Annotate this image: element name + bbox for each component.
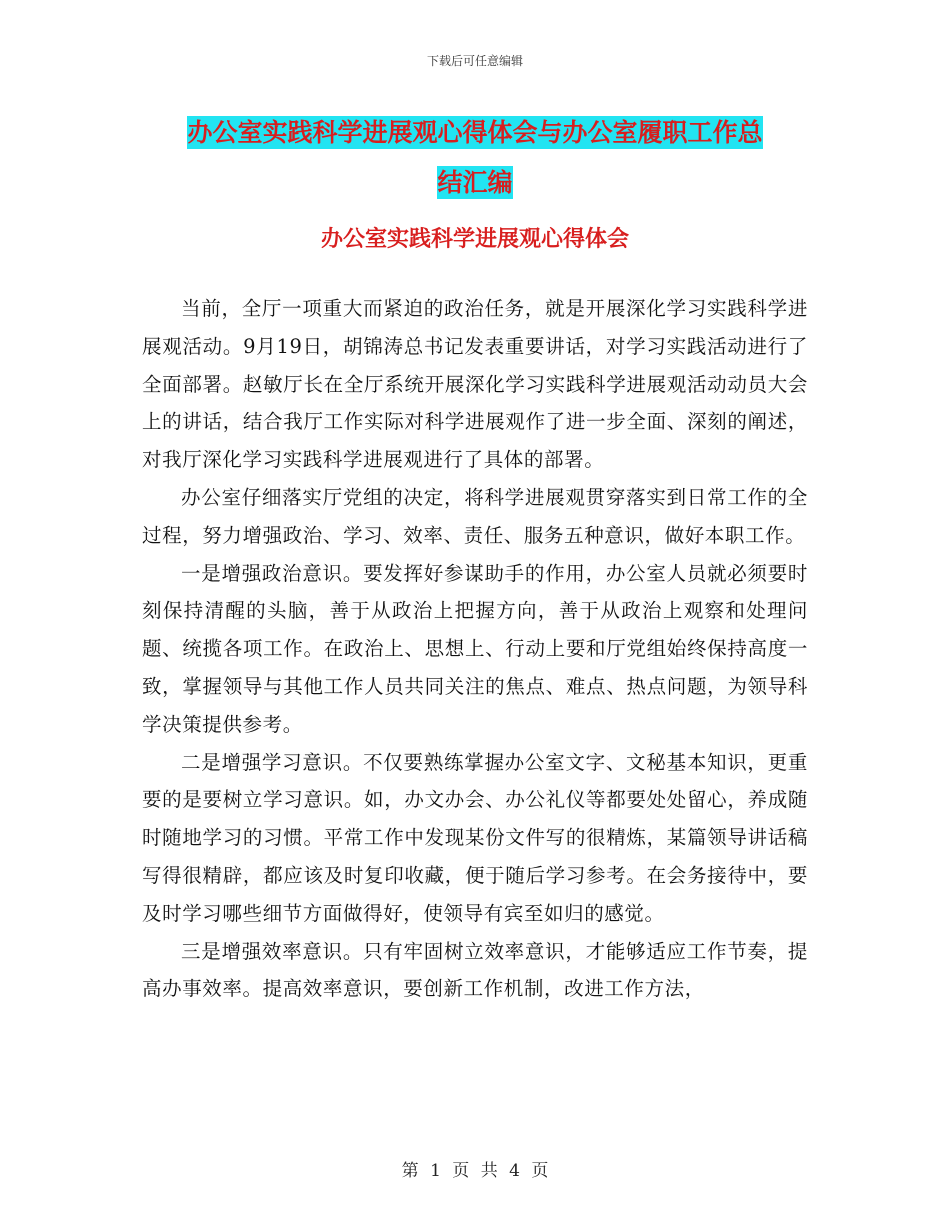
paragraph: 办公室仔细落实厅党组的决定，将科学进展观贯穿落实到日常工作的全过程，努力增强政治、学习、效率、责任、服务五种意识，做好本职工作。 (142, 485, 808, 547)
paragraph: 当前，全厅一项重大而紧迫的政治任务，就是开展深化学习实践科学进展观活动。9月19日，胡锦涛总书记发表重要讲话，对学习实践活动进行了全面部署。赵敏厅长在全厅系统开展深化学习实践科学进展观活动动员大会上的讲话，结合我厅工作实际对科学进展观作了进一步全面、深刻的阐述，对我厅深化学习实践科学进展观进行了具体的部署。 (142, 297, 808, 472)
body-text (142, 290, 808, 1008)
page-footer: 第 1 页 共 4 页 (401, 1161, 549, 1181)
title-line-1: 办公室实践科学进展观心得体会与办公室履职工作总 (187, 118, 763, 147)
title-line-2: 结汇编 (437, 168, 513, 197)
section-title: 办公室实践科学进展观心得体会 (320, 226, 629, 252)
paragraph: 一是增强政治意识。要发挥好参谋助手的作用，办公室人员就必须要时刻保持清醒的头脑，善于从政治上把握方向，善于从政治上观察和处理问题、统揽各项工作。在政治上、思想上、行动上要和厅党组始终保持高度一致，掌握领导与其他工作人员共同关注的焦点、难点、热点问题，为领导科学决策提供参考。 (142, 561, 808, 736)
paragraph: 二是增强学习意识。不仅要熟练掌握办公室文字、文秘基本知识，更重要的是要树立学习意识。如，办文办会、办公礼仪等都要处处留心，养成随时随地学习的习惯。平常工作中发现某份文件写的很精炼，某篇领导讲话稿写得很精辟，都应该及时复印收藏，便于随后学习参考。在会务接待中，要及时学习哪些细节方面做得好，使领导有宾至如归的感觉。 (142, 750, 808, 925)
paragraph: 三是增强效率意识。只有牢固树立效率意识，才能够适应工作节奏，提高办事效率。提高效率意识，要创新工作机制，改进工作方法， (142, 939, 808, 1001)
document-title (140, 108, 810, 208)
header-note: 下载后可任意编辑 (426, 54, 523, 68)
